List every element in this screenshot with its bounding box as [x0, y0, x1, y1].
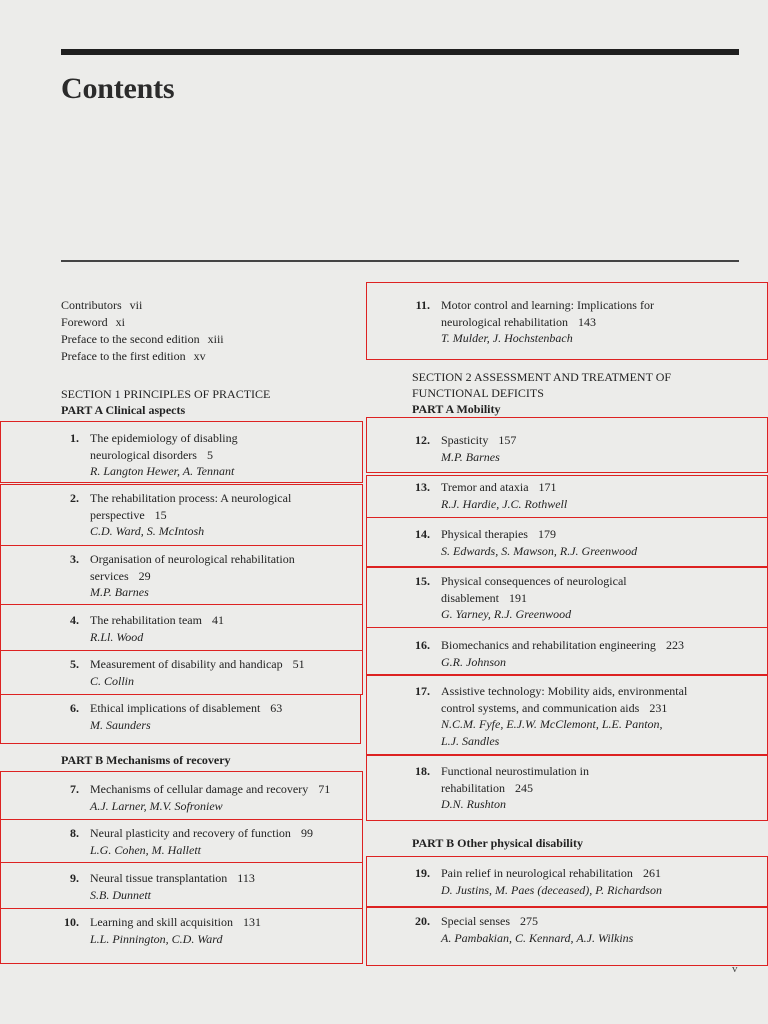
chapter-authors: S. Edwards, S. Mawson, R.J. Greenwood — [441, 543, 638, 558]
part-a-heading: PART A Clinical aspects — [61, 403, 186, 417]
page-ref: 191 — [508, 590, 527, 605]
chapter-authors: C.D. Ward, S. McIntosh — [90, 524, 205, 538]
page-ref: 51 — [292, 657, 305, 671]
chapter-authors: R.Ll. Wood — [90, 629, 144, 644]
part-b-heading-left: PART B Mechanisms of recovery — [61, 753, 231, 767]
chapter-authors: R.J. Hardie, J.C. Rothwell — [441, 496, 568, 511]
chapter-authors: A.J. Larner, M.V. Sofroniew — [90, 798, 223, 813]
chapter-authors: G. Yarney, R.J. Greenwood — [441, 607, 572, 621]
page-ref: 275 — [519, 914, 538, 928]
chapter-authors: D. Justins, M. Paes (deceased), P. Richardson — [441, 882, 662, 897]
page-ref: 131 — [242, 915, 261, 929]
page-ref: 15 — [154, 507, 167, 522]
page-title: Contents — [61, 72, 175, 105]
front-matter-item[interactable]: Preface to the second edition xiii — [61, 332, 224, 346]
top-rule — [61, 49, 739, 55]
part-a-heading-right: PART A Mobility — [412, 402, 501, 416]
page-ref: 223 — [665, 638, 684, 652]
page-ref: 41 — [211, 613, 224, 627]
front-matter-item[interactable]: Contributors vii — [61, 298, 143, 312]
chapter-authors: M. Saunders — [90, 717, 151, 732]
chapter-authors: D.N. Rushton — [441, 797, 507, 811]
chapter-authors: L.G. Cohen, M. Hallett — [90, 842, 201, 857]
chapter-authors: R. Langton Hewer, A. Tennant — [90, 464, 235, 478]
front-matter-list — [61, 297, 224, 365]
chapter-authors: S.B. Dunnett — [90, 887, 151, 902]
chapter-authors: L.L. Pinnington, C.D. Ward — [90, 931, 223, 946]
chapter-authors: M.P. Barnes — [90, 585, 149, 599]
chapter-authors: M.P. Barnes — [441, 449, 500, 464]
front-matter-item[interactable]: Preface to the first edition xv — [61, 349, 206, 363]
chapter-authors: T. Mulder, J. Hochstenbach — [441, 331, 573, 345]
section-1-heading: SECTION 1 PRINCIPLES OF PRACTICE PART A Clinical aspects — [61, 387, 271, 417]
page-ref: 99 — [300, 826, 313, 840]
chapter-authors: A. Pambakian, C. Kennard, A.J. Wilkins — [441, 930, 634, 945]
page-number: v — [732, 963, 738, 975]
chapter-authors: N.C.M. Fyfe, E.J.W. McClemont, L.E. Panton, — [441, 717, 663, 731]
page-ref: 71 — [318, 782, 331, 796]
page-ref: 171 — [538, 480, 557, 494]
chapter-authors: C. Collin — [90, 673, 135, 688]
page-ref: 261 — [642, 866, 661, 880]
page-ref: 29 — [138, 568, 151, 583]
front-matter-item[interactable]: Foreword xi — [61, 315, 126, 329]
chapter-authors: L.J. Sandles — [441, 733, 500, 748]
page-ref: 157 — [498, 433, 517, 447]
page-ref: 143 — [577, 314, 596, 329]
chapter-authors: G.R. Johnson — [441, 654, 506, 669]
page-ref: 245 — [514, 780, 533, 795]
page-ref: 231 — [649, 700, 668, 715]
divider-rule — [61, 260, 739, 262]
page-ref: 5 — [206, 447, 213, 462]
section-2-heading: SECTION 2 ASSESSMENT AND TREATMENT OF FUNCTIONAL DEFICITS PART A Mobility — [412, 370, 672, 416]
page-ref: 63 — [270, 701, 283, 715]
page-ref: 113 — [237, 871, 255, 885]
part-b-heading-right: PART B Other physical disability — [412, 836, 583, 850]
page-ref: 179 — [537, 527, 556, 541]
